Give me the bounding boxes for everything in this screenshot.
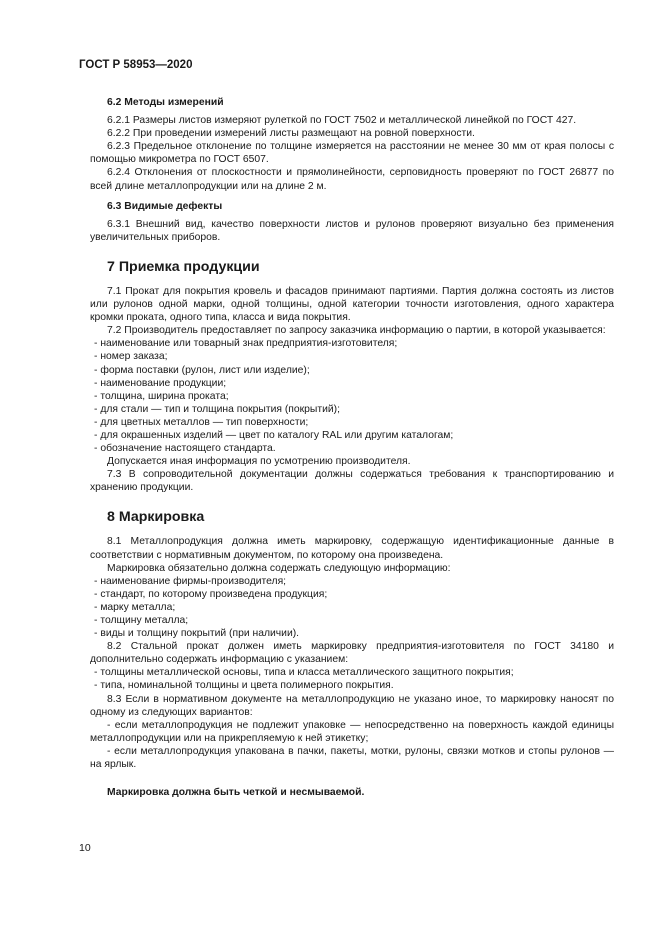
paragraph-8-1: 8.1 Металлопродукция должна иметь маркировку, содержащую идентификационные данные в соответствии с нормативным документом, по которому она произведена. <box>90 536 614 561</box>
paragraph-7-1: 7.1 Прокат для покрытия кровель и фасадов принимают партиями. Партия должна состоять из листов или рулонов одной марки, одной толщины, одной категории точности изготовления, одного характера кромки проката, одного типа, класса и вида покрытия. <box>90 285 614 324</box>
paragraph-6-2-4: 6.2.4 Отклонения от плоскостности и прямолинейности, серповидность проверяют по ГОСТ 26877 по всей длине металлопродукции или на длине 2 м. <box>90 167 614 192</box>
paragraph-6-2-3: 6.2.3 Предельное отклонение по толщине измеряется на расстоянии не менее 30 мм от края полосы с помощью микрометра по ГОСТ 6507. <box>90 141 614 166</box>
list-item: - наименование фирмы-производителя; <box>94 575 287 587</box>
page-number: 10 <box>79 842 91 854</box>
paragraph-6-3-1: 6.3.1 Внешний вид, качество поверхности листов и рулонов проверяют визуально без применения увеличительных приборов. <box>90 218 614 243</box>
section-6-3-title: 6.3 Видимые дефекты <box>107 200 223 212</box>
paragraph-8-3: 8.3 Если в нормативном документе на металлопродукцию не указано иное, то маркировку наносят по одному из следующих вариантов: <box>90 693 614 718</box>
list-item: - толщины металлической основы, типа и класса металлического защитного покрытия; <box>94 667 514 679</box>
paragraph-8-3-option-2: - если металлопродукция упакована в пачки, пакеты, мотки, рулоны, связки мотков и стопы рулонов — на ярлык. <box>90 745 614 771</box>
list-item: - форма поставки (рулон, лист или изделие); <box>94 364 310 376</box>
paragraph-8-2: 8.2 Стальной прокат должен иметь маркировку предприятия-изготовителя по ГОСТ 34180 и дополнительно содержать информацию с указанием: <box>90 641 614 666</box>
list-item: - наименование или товарный знак предприятия-изготовителя; <box>94 338 398 350</box>
paragraph-7-2: 7.2 Производитель предоставляет по запросу заказчика информацию о партии, в которой указывается: <box>107 325 606 337</box>
list-item: - виды и толщину покрытий (при наличии). <box>94 628 300 640</box>
list-item: - обозначение настоящего стандарта. <box>94 443 276 455</box>
section-6-2-title: 6.2 Методы измерений <box>107 97 224 108</box>
list-item: - толщину металла; <box>94 615 189 626</box>
document-header: ГОСТ Р 58953—2020 <box>79 59 193 71</box>
list-item: - номер заказа; <box>94 351 168 363</box>
paragraph-7-2-note: Допускается иная информация по усмотрению производителя. <box>107 456 411 468</box>
list-item: - для цветных металлов — тип поверхности; <box>94 416 309 428</box>
section-7-title: 7 Приемка продукции <box>107 258 260 275</box>
list-8-2 <box>90 666 614 692</box>
list-item: - толщина, ширина проката; <box>94 390 229 402</box>
paragraph-8-3-option-1: - если металлопродукция не подлежит упаковке — непосредственно на поверхность каждой единицы металлопродукции или на прикрепляемую к ней этикетку; <box>90 719 614 744</box>
list-item: - наименование продукции; <box>94 377 227 389</box>
document-body <box>90 96 614 804</box>
paragraph-8-1-intro: Маркировка обязательно должна содержать следующую информацию: <box>107 562 451 574</box>
paragraph-6-2-2: 6.2.2 При проведении измерений листы размещают на ровной поверхности. <box>107 128 475 140</box>
list-item: - марку металла; <box>94 601 176 613</box>
list-7-2 <box>90 337 614 455</box>
paragraph-7-3: 7.3 В сопроводительной документации должны содержаться требования к транспортированию и хранению продукции. <box>90 469 614 494</box>
list-item: - стандарт, по которому произведена продукция; <box>94 588 328 600</box>
paragraph-6-2-1: 6.2.1 Размеры листов измеряют рулеткой по ГОСТ 7502 и металлической линейкой по ГОСТ 427. <box>107 115 577 127</box>
list-item: - для стали — тип и толщина покрытия (покрытий); <box>94 403 340 415</box>
section-8-title: 8 Маркировка <box>107 509 205 526</box>
list-item: - для окрашенных изделий — цвет по каталогу RAL или другим каталогам; <box>94 429 454 441</box>
marking-note: Маркировка должна быть четкой и несмываемой. <box>107 787 365 799</box>
list-item: - типа, номинальной толщины и цвета полимерного покрытия. <box>94 680 394 692</box>
list-8-1 <box>90 575 614 640</box>
